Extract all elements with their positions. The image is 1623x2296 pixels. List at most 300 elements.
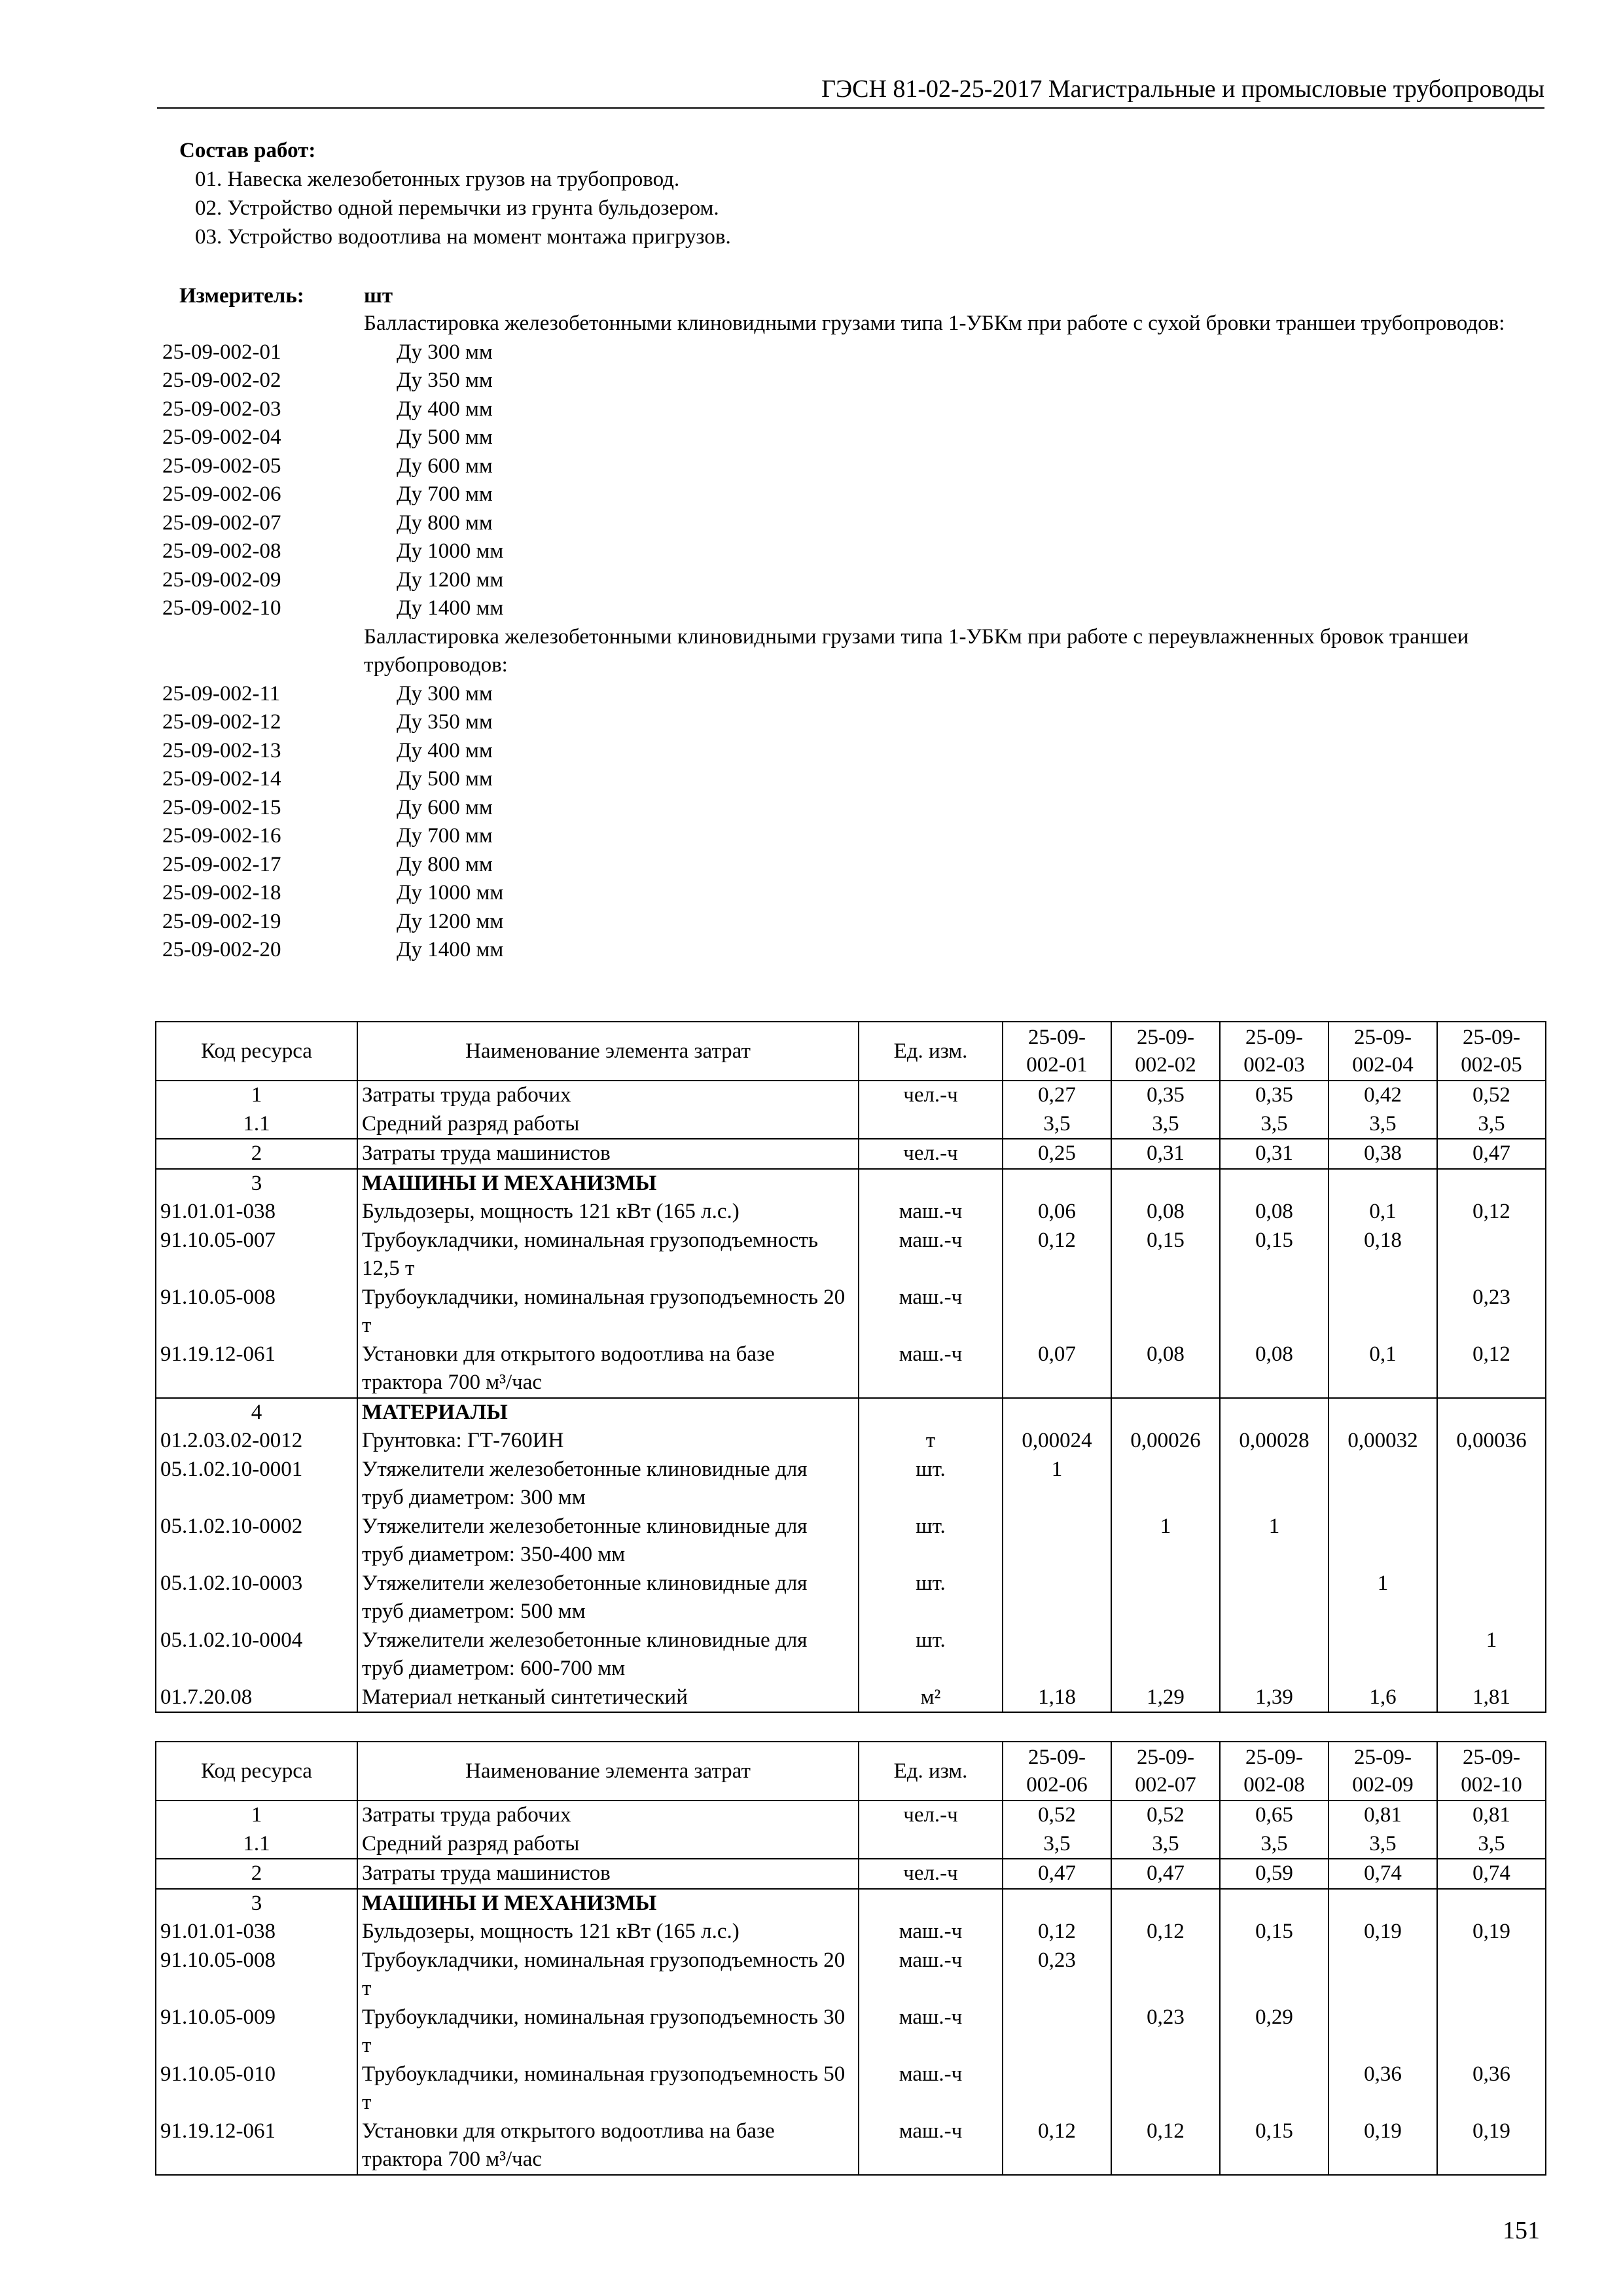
norm-list-item: [162, 765, 1544, 794]
norm-diameter: Ду 1000 мм: [397, 881, 504, 905]
norm-value: 1,18: [1003, 1683, 1111, 1713]
column-header: [156, 1742, 357, 1801]
norm-list-item: [162, 338, 1544, 367]
norm-value: 3,5: [1437, 1110, 1546, 1139]
table-row: [156, 1513, 1546, 1570]
column-header-text: 002-06: [1026, 1773, 1088, 1797]
norm-value: [1003, 1570, 1111, 1626]
norm-value: [1220, 1169, 1329, 1198]
cost-element-name: Трубоукладчики, номинальная грузоподъемность 20 т: [357, 1946, 859, 2003]
resource-code: 01.2.03.02-0012: [156, 1427, 357, 1456]
resource-code: 91.10.05-008: [156, 1946, 357, 2003]
table-row: [156, 2003, 1546, 2060]
norm-value: [1329, 1946, 1437, 2003]
table-row: [156, 2060, 1546, 2117]
norm-value: [1437, 1169, 1546, 1198]
norm-code: 25-09-002-14: [162, 767, 281, 791]
column-header: [1329, 1742, 1437, 1801]
cost-element-name: МАШИНЫ И МЕХАНИЗМЫ: [357, 1169, 859, 1198]
column-header-text: 25-09-: [1354, 1746, 1412, 1769]
norm-value: [1329, 1283, 1437, 1340]
work-composition-title: Состав работ:: [179, 139, 316, 162]
norm-diameter: Ду 600 мм: [397, 454, 493, 478]
norm-value: 0,25: [1003, 1139, 1111, 1169]
norm-code: [162, 623, 364, 680]
norm-code: [162, 310, 364, 338]
column-header-text: Ед. изм.: [893, 1039, 968, 1063]
norm-value: [1003, 1398, 1111, 1427]
measure-unit: шт: [364, 284, 393, 308]
norm-value: 0,00036: [1437, 1427, 1546, 1456]
cost-element-name: Материал нетканый синтетический: [357, 1683, 859, 1713]
measure-label: Измеритель:: [179, 284, 304, 308]
page-number: 151: [1503, 2217, 1540, 2244]
table-row: [156, 1801, 1546, 1830]
resource-code: 91.10.05-008: [156, 1283, 357, 1340]
norm-diameter: Ду 300 мм: [397, 681, 493, 706]
cost-element-name: Утяжелители железобетонные клиновидные для труб диаметром: 600-700 мм: [357, 1626, 859, 1683]
norm-code: 25-09-002-09: [162, 567, 281, 592]
table-row: [156, 1398, 1546, 1427]
column-header-text: 002-07: [1135, 1773, 1196, 1797]
table-row: [156, 1889, 1546, 1918]
norm-value: 3,5: [1220, 1110, 1329, 1139]
norm-value: 0,15: [1220, 1918, 1329, 1946]
norm-value: 0,65: [1220, 1801, 1329, 1830]
norm-value: 0,19: [1329, 2117, 1437, 2175]
norm-list: [162, 310, 1544, 965]
unit-of-measure: маш.-ч: [859, 2117, 1003, 2175]
norm-value: [1003, 1513, 1111, 1570]
column-header: [1220, 1742, 1329, 1801]
resource-code: 2: [156, 1139, 357, 1169]
column-header-text: 25-09-: [1354, 1026, 1412, 1049]
norm-diameter: Ду 600 мм: [397, 795, 493, 819]
table-row: [156, 1918, 1546, 1946]
table-row: [156, 2117, 1546, 2175]
column-header: [357, 1742, 859, 1801]
norm-value: [1111, 1283, 1220, 1340]
column-header-text: 002-04: [1352, 1053, 1414, 1077]
table-row: [156, 1340, 1546, 1398]
norm-code: 25-09-002-15: [162, 795, 281, 819]
norm-value: [1220, 1570, 1329, 1626]
norm-list-item: [162, 936, 1544, 965]
norm-value: 3,5: [1003, 1110, 1111, 1139]
norm-value: 0,31: [1220, 1139, 1329, 1169]
norm-value: 3,5: [1111, 1110, 1220, 1139]
unit-of-measure: [859, 1830, 1003, 1859]
column-header-text: 002-10: [1461, 1773, 1522, 1797]
norm-value: [1111, 1626, 1220, 1683]
norm-value: 1: [1329, 1570, 1437, 1626]
column-header-text: Код ресурса: [201, 1039, 312, 1063]
unit-of-measure: чел.-ч: [859, 1139, 1003, 1169]
cost-element-name: Установки для открытого водоотлива на базе трактора 700 м³/час: [357, 2117, 859, 2175]
norm-value: 1,6: [1329, 1683, 1437, 1713]
norm-diameter: Ду 800 мм: [397, 852, 493, 876]
unit-of-measure: маш.-ч: [859, 1198, 1003, 1227]
norm-value: 0,59: [1220, 1859, 1329, 1889]
norm-code: 25-09-002-17: [162, 852, 281, 876]
column-header-text: Наименование элемента затрат: [465, 1039, 751, 1063]
norm-code: 25-09-002-12: [162, 710, 281, 734]
cost-element-name: Затраты труда машинистов: [357, 1859, 859, 1889]
norm-value: [1437, 1946, 1546, 2003]
norm-value: 0,00024: [1003, 1427, 1111, 1456]
unit-of-measure: шт.: [859, 1513, 1003, 1570]
norm-value: [1437, 1513, 1546, 1570]
norm-value: 0,00028: [1220, 1427, 1329, 1456]
norm-value: 3,5: [1003, 1830, 1111, 1859]
norm-diameter: Ду 500 мм: [397, 767, 493, 791]
norm-value: [1437, 1227, 1546, 1283]
norm-code: 25-09-002-06: [162, 482, 281, 506]
norm-value: [1111, 1169, 1220, 1198]
norm-diameter: Ду 400 мм: [397, 397, 493, 421]
column-header-text: Ед. изм.: [893, 1759, 968, 1783]
norm-value: [1220, 2060, 1329, 2117]
column-header-text: Код ресурса: [201, 1759, 312, 1783]
norm-value: [1329, 2003, 1437, 2060]
norm-list-item: [162, 395, 1544, 424]
norm-value: 1: [1437, 1626, 1546, 1683]
resource-code: 91.19.12-061: [156, 1340, 357, 1398]
norm-code: 25-09-002-20: [162, 938, 281, 961]
unit-of-measure: [859, 1889, 1003, 1918]
norm-diameter: Ду 700 мм: [397, 482, 493, 506]
cost-element-name: Утяжелители железобетонные клиновидные для труб диаметром: 500 мм: [357, 1570, 859, 1626]
norm-value: [1003, 1626, 1111, 1683]
norm-value: 0,35: [1220, 1081, 1329, 1110]
resource-code: 05.1.02.10-0001: [156, 1456, 357, 1513]
column-header: [156, 1022, 357, 1081]
norm-diameter: Ду 700 мм: [397, 824, 493, 848]
work-operation: 03. Устройство водоотлива на момент монтажа пригрузов.: [195, 225, 731, 249]
norm-list-item: [162, 708, 1544, 737]
norm-value: 0,23: [1003, 1946, 1111, 2003]
norm-value: 0,08: [1111, 1340, 1220, 1398]
resource-code: 91.01.01-038: [156, 1198, 357, 1227]
norm-value: 0,12: [1003, 1918, 1111, 1946]
norm-value: 3,5: [1437, 1830, 1546, 1859]
norm-diameter: Ду 800 мм: [397, 511, 493, 535]
resource-code: 4: [156, 1398, 357, 1427]
norm-diameter: Ду 400 мм: [397, 738, 493, 762]
norm-value: 0,12: [1111, 1918, 1220, 1946]
resource-code: 3: [156, 1169, 357, 1198]
norm-value: [1111, 2060, 1220, 2117]
table-row: [156, 1139, 1546, 1169]
table-row: [156, 1227, 1546, 1283]
norm-value: 0,18: [1329, 1227, 1437, 1283]
norm-list-item: [162, 623, 1544, 680]
norm-value: 0,81: [1329, 1801, 1437, 1830]
column-header: [1329, 1022, 1437, 1081]
column-header: [1437, 1742, 1546, 1801]
cost-element-name: Грунтовка: ГТ-760ИН: [357, 1427, 859, 1456]
norm-value: 0,08: [1220, 1340, 1329, 1398]
norm-value: 0,19: [1437, 2117, 1546, 2175]
norm-value: [1329, 1513, 1437, 1570]
column-header-text: Наименование элемента затрат: [465, 1759, 751, 1783]
norm-value: 0,23: [1437, 1283, 1546, 1340]
norm-value: [1437, 1456, 1546, 1513]
column-header: [1111, 1022, 1220, 1081]
unit-of-measure: маш.-ч: [859, 1283, 1003, 1340]
unit-of-measure: шт.: [859, 1626, 1003, 1683]
column-header-text: 002-05: [1461, 1053, 1522, 1077]
norm-value: 0,15: [1111, 1227, 1220, 1283]
norm-code: 25-09-002-13: [162, 738, 281, 762]
unit-of-measure: [859, 1169, 1003, 1198]
norm-value: 3,5: [1220, 1830, 1329, 1859]
table-row: [156, 1283, 1546, 1340]
resource-table-2: [155, 1741, 1546, 2176]
resource-code: 1: [156, 1801, 357, 1830]
unit-of-measure: чел.-ч: [859, 1801, 1003, 1830]
column-header-text: 002-09: [1352, 1773, 1414, 1797]
column-header-text: 25-09-: [1137, 1026, 1194, 1049]
table-row: [156, 1683, 1546, 1713]
norm-value: 1: [1111, 1513, 1220, 1570]
norm-value: [1003, 2003, 1111, 2060]
norm-value: 0,52: [1003, 1801, 1111, 1830]
table-header-row: [156, 1022, 1546, 1081]
norm-value: 1: [1220, 1513, 1329, 1570]
norm-value: 0,38: [1329, 1139, 1437, 1169]
resource-code: 91.10.05-007: [156, 1227, 357, 1283]
norm-value: 0,27: [1003, 1081, 1111, 1110]
table-row: [156, 1110, 1546, 1139]
norm-value: 0,12: [1437, 1340, 1546, 1398]
norm-value: [1220, 1283, 1329, 1340]
norm-value: 0,12: [1003, 1227, 1111, 1283]
table-row: [156, 1626, 1546, 1683]
norm-value: 1,29: [1111, 1683, 1220, 1713]
norm-list-item: [162, 367, 1544, 395]
norm-code: 25-09-002-03: [162, 397, 281, 421]
column-header-text: 002-08: [1243, 1773, 1305, 1797]
cost-element-name: Средний разряд работы: [357, 1830, 859, 1859]
norm-value: [1437, 1889, 1546, 1918]
column-header: [357, 1022, 859, 1081]
cost-element-name: Утяжелители железобетонные клиновидные для труб диаметром: 300 мм: [357, 1456, 859, 1513]
unit-of-measure: маш.-ч: [859, 1946, 1003, 2003]
column-header: [1111, 1742, 1220, 1801]
cost-element-name: Затраты труда рабочих: [357, 1081, 859, 1110]
norm-value: 1,39: [1220, 1683, 1329, 1713]
work-operation: 01. Навеска железобетонных грузов на трубопровод.: [195, 168, 680, 191]
norm-value: 0,06: [1003, 1198, 1111, 1227]
norm-value: [1220, 1946, 1329, 2003]
column-header: [859, 1022, 1003, 1081]
norm-value: [1329, 1626, 1437, 1683]
norm-value: [1220, 1456, 1329, 1513]
norm-list-item: [162, 537, 1544, 566]
norm-diameter: Ду 1200 мм: [397, 567, 504, 592]
page-header: [157, 73, 1544, 109]
norm-diameter: Ду 300 мм: [397, 340, 493, 364]
norm-value: [1437, 1570, 1546, 1626]
norm-value: 3,5: [1111, 1830, 1220, 1859]
cost-element-name: Бульдозеры, мощность 121 кВт (165 л.с.): [357, 1198, 859, 1227]
norm-list-item: [162, 879, 1544, 908]
norm-value: 0,08: [1220, 1198, 1329, 1227]
norm-list-item: [162, 680, 1544, 709]
resource-code: 2: [156, 1859, 357, 1889]
norm-value: 0,52: [1437, 1081, 1546, 1110]
norm-code: 25-09-002-11: [162, 681, 281, 706]
norm-value: 0,00032: [1329, 1427, 1437, 1456]
cost-element-name: Трубоукладчики, номинальная грузоподъемность 50 т: [357, 2060, 859, 2117]
cost-element-name: МАШИНЫ И МЕХАНИЗМЫ: [357, 1889, 859, 1918]
norm-value: [1437, 2003, 1546, 2060]
norm-value: [1111, 1570, 1220, 1626]
norm-diameter: Ду 1200 мм: [397, 909, 504, 933]
column-header-text: 002-01: [1026, 1053, 1088, 1077]
unit-of-measure: маш.-ч: [859, 2060, 1003, 2117]
cost-element-name: Затраты труда рабочих: [357, 1801, 859, 1830]
norm-value: 0,52: [1111, 1801, 1220, 1830]
norm-value: 0,12: [1111, 2117, 1220, 2175]
norm-value: [1220, 1398, 1329, 1427]
norm-value: 0,12: [1003, 2117, 1111, 2175]
table-row: [156, 1427, 1546, 1456]
unit-of-measure: маш.-ч: [859, 2003, 1003, 2060]
column-header-text: 25-09-: [1028, 1026, 1086, 1049]
norm-value: 0,47: [1437, 1139, 1546, 1169]
norm-value: [1111, 1398, 1220, 1427]
unit-of-measure: чел.-ч: [859, 1859, 1003, 1889]
resource-code: 1.1: [156, 1830, 357, 1859]
norm-value: 0,07: [1003, 1340, 1111, 1398]
norm-list-item: [162, 594, 1544, 623]
norm-value: 0,74: [1329, 1859, 1437, 1889]
norm-value: 0,19: [1329, 1918, 1437, 1946]
resource-code: 05.1.02.10-0002: [156, 1513, 357, 1570]
table-row: [156, 1081, 1546, 1110]
table-row: [156, 1946, 1546, 2003]
norm-value: [1003, 2060, 1111, 2117]
norm-group-title: Балластировка железобетонными клиновидными грузами типа 1-УБКм при работе с переувлажненных бровок траншеи трубопроводов:: [364, 624, 1469, 677]
norm-diameter: Ду 350 мм: [397, 710, 493, 734]
unit-of-measure: [859, 1398, 1003, 1427]
table-row: [156, 1859, 1546, 1889]
norm-value: 0,1: [1329, 1198, 1437, 1227]
unit-of-measure: шт.: [859, 1570, 1003, 1626]
norm-value: 1,81: [1437, 1683, 1546, 1713]
norm-value: 0,31: [1111, 1139, 1220, 1169]
norm-value: 0,23: [1111, 2003, 1220, 2060]
norm-value: 0,19: [1437, 1918, 1546, 1946]
norm-list-item: [162, 452, 1544, 481]
norm-value: [1003, 1889, 1111, 1918]
cost-element-name: МАТЕРИАЛЫ: [357, 1398, 859, 1427]
norm-code: 25-09-002-07: [162, 511, 281, 535]
norm-value: [1220, 1889, 1329, 1918]
norm-code: 25-09-002-16: [162, 824, 281, 848]
unit-of-measure: м²: [859, 1683, 1003, 1713]
table-row: [156, 1198, 1546, 1227]
column-header-text: 25-09-: [1028, 1746, 1086, 1769]
norm-value: [1329, 1398, 1437, 1427]
norm-list-item: [162, 908, 1544, 937]
norm-value: 1: [1003, 1456, 1111, 1513]
norm-diameter: Ду 1400 мм: [397, 938, 504, 961]
work-operation: 02. Устройство одной перемычки из грунта бульдозером.: [195, 196, 719, 220]
norm-value: 3,5: [1329, 1110, 1437, 1139]
resource-code: 3: [156, 1889, 357, 1918]
norm-diameter: Ду 1000 мм: [397, 539, 504, 563]
norm-list-item: [162, 480, 1544, 509]
norm-value: [1003, 1283, 1111, 1340]
norm-value: [1329, 1456, 1437, 1513]
resource-table-1: [155, 1021, 1546, 1713]
norm-value: 0,36: [1329, 2060, 1437, 2117]
norm-list-item: [162, 310, 1544, 338]
norm-diameter: Ду 500 мм: [397, 425, 493, 449]
resource-code: 91.19.12-061: [156, 2117, 357, 2175]
column-header-text: 002-02: [1135, 1053, 1196, 1077]
resource-code: 91.10.05-010: [156, 2060, 357, 2117]
column-header: [859, 1742, 1003, 1801]
table-header-row: [156, 1742, 1546, 1801]
resource-code: 05.1.02.10-0004: [156, 1626, 357, 1683]
norm-list-item: [162, 822, 1544, 851]
norm-list-item: [162, 737, 1544, 766]
cost-element-name: Трубоукладчики, номинальная грузоподъемность 20 т: [357, 1283, 859, 1340]
column-header-text: 25-09-: [1245, 1026, 1303, 1049]
cost-element-name: Бульдозеры, мощность 121 кВт (165 л.с.): [357, 1918, 859, 1946]
cost-element-name: Затраты труда машинистов: [357, 1139, 859, 1169]
norm-value: 0,47: [1003, 1859, 1111, 1889]
unit-of-measure: [859, 1110, 1003, 1139]
cost-element-name: Установки для открытого водоотлива на базе трактора 700 м³/час: [357, 1340, 859, 1398]
resource-code: 1: [156, 1081, 357, 1110]
resource-code: 05.1.02.10-0003: [156, 1570, 357, 1626]
unit-of-measure: маш.-ч: [859, 1227, 1003, 1283]
table-row: [156, 1570, 1546, 1626]
resource-code: 01.7.20.08: [156, 1683, 357, 1713]
norm-value: 0,08: [1111, 1198, 1220, 1227]
norm-value: 0,36: [1437, 2060, 1546, 2117]
unit-of-measure: маш.-ч: [859, 1918, 1003, 1946]
norm-value: [1329, 1889, 1437, 1918]
norm-list-item: [162, 509, 1544, 538]
norm-value: 0,42: [1329, 1081, 1437, 1110]
norm-value: 3,5: [1329, 1830, 1437, 1859]
column-header: [1220, 1022, 1329, 1081]
norm-value: [1003, 1169, 1111, 1198]
column-header-text: 25-09-: [1137, 1746, 1194, 1769]
column-header-text: 25-09-: [1463, 1026, 1520, 1049]
work-composition: [179, 136, 731, 251]
norm-group-title: Балластировка железобетонными клиновидными грузами типа 1-УБКм при работе с сухой бровки траншеи трубопроводов:: [364, 312, 1505, 335]
column-header-text: 25-09-: [1245, 1746, 1303, 1769]
cost-element-name: Средний разряд работы: [357, 1110, 859, 1139]
norm-list-item: [162, 566, 1544, 595]
resource-code: 91.10.05-009: [156, 2003, 357, 2060]
table-row: [156, 1830, 1546, 1859]
column-header: [1437, 1022, 1546, 1081]
column-header-text: 25-09-: [1463, 1746, 1520, 1769]
norm-value: 0,15: [1220, 2117, 1329, 2175]
cost-element-name: Трубоукладчики, номинальная грузоподъемность 12,5 т: [357, 1227, 859, 1283]
column-header: [1003, 1742, 1111, 1801]
norm-value: 0,00026: [1111, 1427, 1220, 1456]
norm-code: 25-09-002-02: [162, 368, 281, 392]
